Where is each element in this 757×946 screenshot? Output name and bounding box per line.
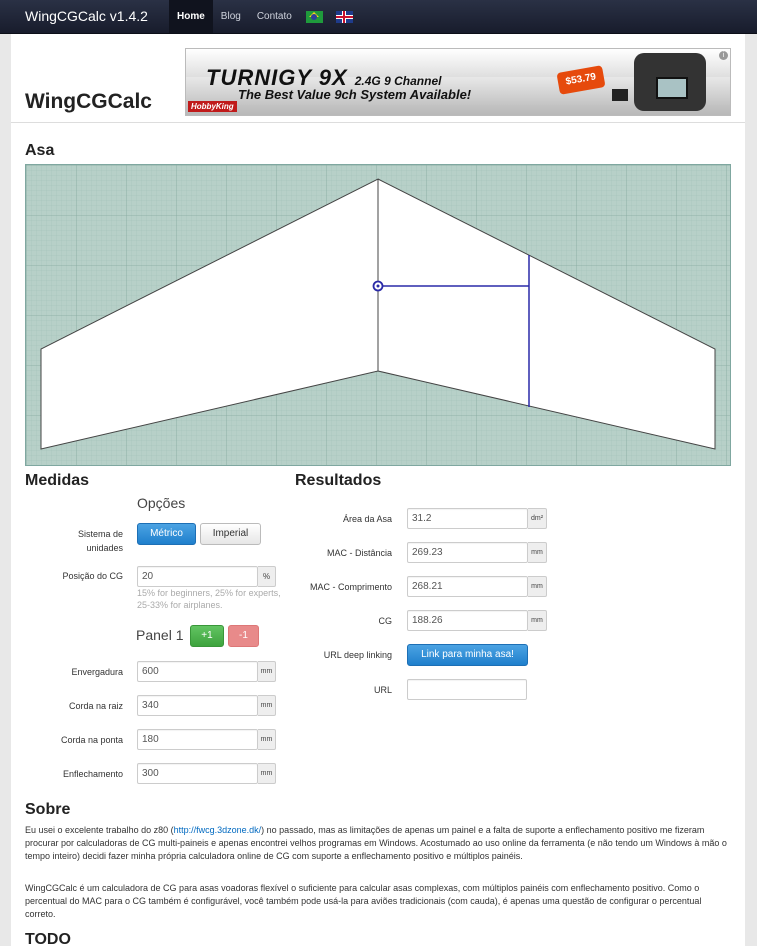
wing-area-output[interactable]: [407, 508, 528, 529]
cg-unit: mm: [528, 610, 547, 631]
percent-unit: %: [258, 566, 276, 587]
nav-home[interactable]: Home: [169, 0, 213, 33]
wingspan-input[interactable]: [137, 661, 258, 682]
wing-section-title: Asa: [25, 142, 55, 159]
wingspan-label: Envergadura: [71, 667, 123, 677]
cg-label: CG: [378, 616, 392, 626]
options-title: Opções: [137, 495, 186, 511]
transmitter-image: [634, 53, 706, 111]
divider: [11, 122, 745, 123]
about-paragraph-1: Eu usei o excelente trabalho do z80 (http://fwcg.3dzone.dk/) no passado, mas as limitações de apenas um painel e a falta de suporte a enflechamento positivo me fizeram procurar por calculadoras de CG multi-paineis e apenas encontrei velhos programas em Windows. Acostumado ao uso online da ferramenta (e não tendo um Windows à mão o tempo inteiro) decidi fazer minha própria calculadora online de CG com suporte a enflechamento positivo e múltiplos painéis.: [25, 825, 727, 861]
wing-area-unit: dm²: [528, 508, 547, 529]
about-title: Sobre: [25, 801, 71, 818]
wing-drawing: [26, 165, 730, 465]
remove-panel-button[interactable]: -1: [228, 625, 259, 647]
mac-distance-label: MAC - Distância: [326, 548, 392, 558]
wingspan-unit: mm: [258, 661, 276, 682]
panel-title: Panel 1: [136, 627, 184, 643]
mac-distance-output[interactable]: [407, 542, 528, 563]
wing-canvas: [25, 164, 731, 466]
units-label: Sistema de unidades: [77, 529, 123, 553]
root-chord-label: Corda na raiz: [68, 701, 123, 711]
cg-position-input[interactable]: [137, 566, 258, 587]
ad-info-icon[interactable]: i: [719, 51, 728, 60]
results-title: Resultados: [295, 472, 382, 489]
wing-area-label: Área da Asa: [342, 514, 392, 524]
mac-length-label: MAC - Comprimento: [309, 582, 392, 592]
url-input[interactable]: [407, 679, 527, 700]
root-chord-input[interactable]: [137, 695, 258, 716]
nav-blog[interactable]: Blog: [220, 11, 241, 22]
page-title: WingCGCalc: [25, 90, 152, 113]
nav-contact[interactable]: Contato: [256, 11, 292, 22]
mac-distance-unit: mm: [528, 542, 547, 563]
root-chord-unit: mm: [258, 695, 276, 716]
fwcg-link[interactable]: http://fwcg.3dzone.dk/: [173, 825, 262, 835]
uk-flag-icon[interactable]: [336, 11, 353, 23]
ad-headline: TURNIGY 9X 2.4G 9 Channel: [206, 65, 442, 90]
sweep-unit: mm: [258, 763, 276, 784]
cg-output[interactable]: [407, 610, 528, 631]
brand-link[interactable]: WingCGCalc v1.4.2: [25, 8, 148, 24]
about-paragraph-2: WingCGCalc é um calculadora de CG para asas voadoras flexível o suficiente para calcular asas complexas, com múltiplos painéis com enflechamento positivo. Como o percentual do MAC para o CG também é configurável, você também pode usá-la para aviões tradicionais (com cauda), é apenas uma questão de configurar o percentual correto.: [25, 883, 702, 919]
mac-length-unit: mm: [528, 576, 547, 597]
sweep-label: Enflechamento: [62, 769, 123, 779]
page-container: [11, 34, 745, 946]
cg-help-text: 15% for beginners, 25% for experts, 25-33% for airplanes.: [137, 588, 281, 610]
url-label: URL: [373, 685, 392, 695]
deep-link-label: URL deep linking: [323, 650, 392, 660]
metric-button[interactable]: Métrico: [137, 523, 196, 545]
todo-title: TODO: [25, 931, 71, 946]
tip-chord-input[interactable]: [137, 729, 258, 750]
mac-length-output[interactable]: [407, 576, 528, 597]
cg-position-label: Posição do CG: [62, 571, 123, 581]
add-panel-button[interactable]: +1: [190, 625, 224, 647]
ad-banner[interactable]: [185, 48, 731, 116]
ad-tagline: The Best Value 9ch System Available!: [238, 87, 472, 102]
tip-chord-label: Corda na ponta: [60, 735, 123, 745]
ad-price-badge: $53.79: [556, 65, 605, 95]
hobbyking-logo: HobbyKing: [188, 101, 237, 112]
imperial-button[interactable]: Imperial: [200, 523, 261, 545]
brazil-flag-icon[interactable]: [306, 11, 323, 23]
sweep-input[interactable]: [137, 763, 258, 784]
nav-menu: [169, 0, 360, 34]
receiver-image: [612, 89, 628, 101]
top-navbar: [0, 0, 757, 34]
tip-chord-unit: mm: [258, 729, 276, 750]
measures-title: Medidas: [25, 472, 90, 489]
deep-link-button[interactable]: Link para minha asa!: [407, 644, 528, 666]
